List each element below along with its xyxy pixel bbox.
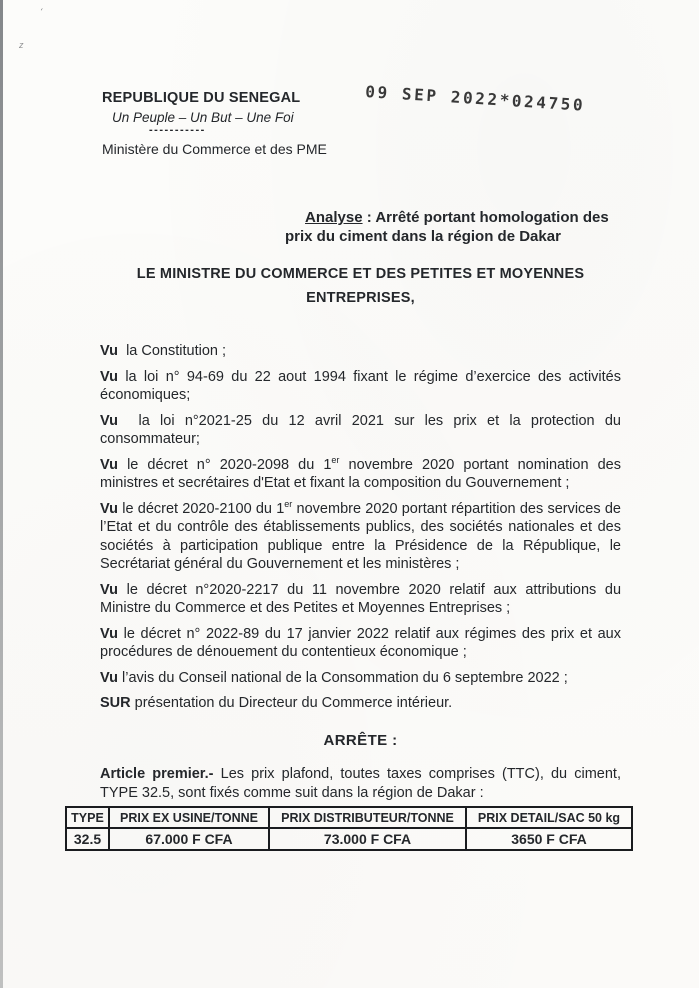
scan-edge-shadow xyxy=(0,0,3,988)
table-row xyxy=(66,828,632,850)
recital-lead: Vu xyxy=(100,456,118,473)
recital-text: novembre 2020 portant nomination des ministres et secrétaires d'Etat et fixant la composition du Gouvernement ; xyxy=(100,456,621,491)
minister-title-line-2: ENTREPRISES, xyxy=(306,290,415,306)
pen-mark: ʻ xyxy=(37,6,43,19)
ordinal-superscript: er xyxy=(331,454,340,465)
article-text: Les prix plafond, toutes taxes comprises (TTC), du ciment, TYPE 32.5, sont fixés comme suit dans la région de Dakar : xyxy=(100,766,621,801)
registration-date-stamp: 09 SEP 2022*024750 xyxy=(364,82,586,115)
letterhead xyxy=(102,90,327,157)
cement-price-table xyxy=(65,806,633,851)
header-prix-ex-usine: PRIX EX USINE/TONNE xyxy=(109,807,269,828)
recital-paragraph xyxy=(100,412,621,449)
arrete-heading: ARRÊTE : xyxy=(323,731,398,749)
article-paragraph xyxy=(100,765,621,802)
subject-label: Analyse xyxy=(305,209,363,226)
recital-lead: Vu xyxy=(100,368,118,385)
recital-lead: Vu xyxy=(100,581,118,598)
sur-text: présentation du Directeur du Commerce intérieur. xyxy=(134,695,453,711)
sur-lead: SUR xyxy=(100,695,131,711)
subject-rest: : Arrêté portant homologation des xyxy=(362,209,609,226)
article-lead: Article premier.- xyxy=(100,766,214,782)
recital-text: le décret 2020-2100 du 1 xyxy=(122,500,285,517)
minister-title xyxy=(100,266,621,306)
divider-dashes: ----------- xyxy=(149,124,206,136)
pen-mark: z xyxy=(19,40,24,50)
header-prix-distributeur: PRIX DISTRIBUTEUR/TONNE xyxy=(269,807,466,828)
recital-paragraph xyxy=(100,625,621,662)
country-name: REPUBLIQUE DU SENEGAL xyxy=(102,90,301,106)
header-type: TYPE xyxy=(66,807,109,828)
subject-heading xyxy=(285,208,620,246)
recital-text: le décret n° 2022-89 du 17 janvier 2022 relatif aux régimes des prix et aux procédures de dénouement du contentieux économique ; xyxy=(100,625,621,660)
cell-prix-distributeur: 73.000 F CFA xyxy=(269,828,466,850)
header-prix-detail: PRIX DETAIL/SAC 50 kg xyxy=(466,807,632,828)
recital-text: le décret n°2020-2217 du 11 novembre 2020 relatif aux attributions du Ministre du Commerce et des Petites et Moyennes Entreprises ; xyxy=(100,581,622,616)
recital-text: la Constitution ; xyxy=(126,343,227,359)
subject-line-1 xyxy=(285,208,620,227)
minister-title-line-1: LE MINISTRE DU COMMERCE ET DES PETITES ET MOYENNES xyxy=(136,266,585,282)
subject-line-2: prix du ciment dans la région de Dakar xyxy=(285,228,561,245)
national-motto: Un Peuple – Un But – Une Foi xyxy=(112,110,294,125)
cell-prix-detail: 3650 F CFA xyxy=(466,828,632,850)
recital-text: la loi n° 94-69 du 22 aout 1994 fixant le régime d’exercice des activités économiques; xyxy=(100,368,621,403)
recital-text: l’avis du Conseil national de la Consommation du 6 septembre 2022 ; xyxy=(122,669,568,686)
sur-paragraph xyxy=(100,694,621,713)
recital-paragraph xyxy=(100,368,621,405)
recital-paragraph xyxy=(100,669,621,688)
recital-paragraph xyxy=(100,581,621,618)
recital-lead: Vu xyxy=(100,343,118,359)
recital-lead: Vu xyxy=(100,625,118,642)
ordinal-superscript: er xyxy=(284,498,293,509)
document-body xyxy=(100,342,621,809)
recital-text: la loi n°2021-25 du 12 avril 2021 sur les prix et la protection du consommateur; xyxy=(100,412,621,447)
recital-lead: Vu xyxy=(100,412,118,429)
table-header-row xyxy=(66,807,632,828)
recital-paragraph xyxy=(100,456,621,493)
recital-text: novembre 2020 portant répartition des services de l’Etat et du contrôle des établissements publics, des sociétés nationales et des sociétés à participation publique entre la Présidence de la République, le Secrétariat général du Gouvernement et les ministères ; xyxy=(100,500,621,572)
recital-lead: Vu xyxy=(100,500,118,517)
recital-lead: Vu xyxy=(100,669,118,686)
recital-text: le décret n° 2020-2098 du 1 xyxy=(127,456,332,473)
recital-paragraph xyxy=(100,500,621,574)
cell-type: 32.5 xyxy=(66,828,109,850)
recital-paragraph xyxy=(100,342,621,361)
cell-prix-ex-usine: 67.000 F CFA xyxy=(109,828,269,850)
ministry-name: Ministère du Commerce et des PME xyxy=(102,141,327,157)
